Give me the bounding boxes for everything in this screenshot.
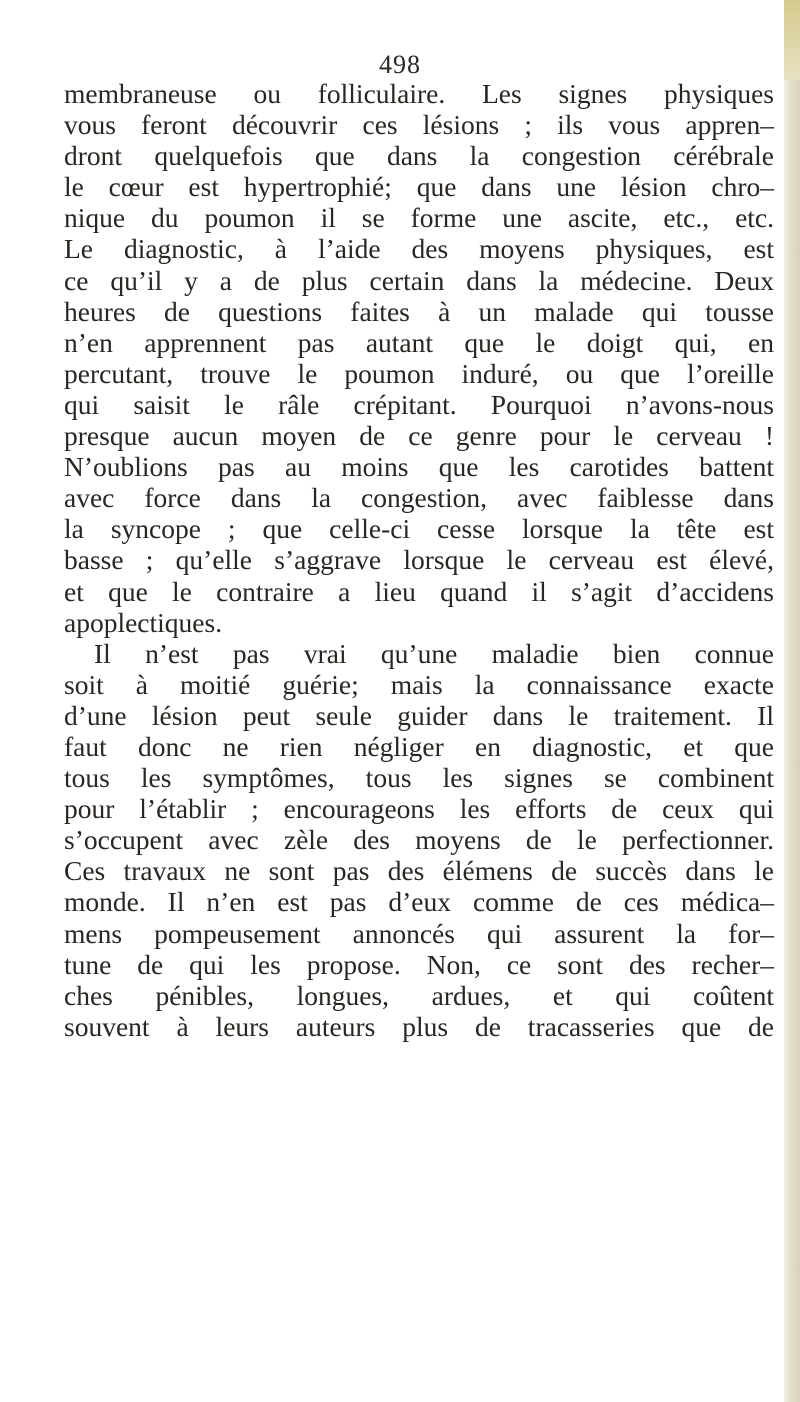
text-line: tous les symptômes, tous les signes se combinent (64, 762, 774, 794)
text-line: d’une lésion peut seule guider dans le traitement. Il (64, 699, 774, 731)
text-line: percutant, trouve le poumon induré, ou que l’oreille (64, 357, 774, 389)
text-line: pour l’établir ; encourageons les efforts de ceux qui (64, 793, 774, 825)
text-line: presque aucun moyen de ce genre pour le cerveau ! (64, 420, 774, 452)
text-line: mens pompeusement annoncés qui assurent la for– (64, 917, 774, 949)
text-line: membraneuse ou folliculaire. Les signes physiques (64, 78, 774, 109)
body-text (64, 78, 774, 1042)
text-line: soit à moitié guérie; mais la connaissance exacte (64, 668, 774, 700)
page-edge-shadow (784, 0, 800, 1402)
text-line: souvent à leurs auteurs plus de tracasseries que de (64, 1010, 774, 1042)
text-line: dront quelquefois que dans la congestion cérébrale (64, 140, 774, 172)
text-line: ches pénibles, longues, ardues, et qui coûtent (64, 979, 774, 1011)
text-line: Le diagnostic, à l’aide des moyens physiques, est (64, 233, 774, 265)
text-line: tune de qui les propose. Non, ce sont des recher– (64, 948, 774, 980)
text-line: heures de questions faites à un malade qui tousse (64, 295, 774, 327)
text-line: monde. Il n’en est pas d’eux comme de ces médica– (64, 886, 774, 918)
text-line: basse ; qu’elle s’aggrave lorsque le cerveau est élevé, (64, 544, 774, 576)
text-line: qui saisit le râle crépitant. Pourquoi n’avons-nous (64, 388, 774, 420)
text-line: et que le contraire a lieu quand il s’agit d’accidens (64, 575, 774, 607)
text-line-paragraph-start: Il n’est pas vrai qu’une maladie bien connue (94, 637, 774, 669)
text-line: apoplectiques. (64, 606, 223, 638)
text-line: nique du poumon il se forme une ascite, etc., etc. (64, 202, 774, 234)
text-line: N’oublions pas au moins que les carotides battent (64, 451, 774, 483)
text-line: ce qu’il y a de plus certain dans la médecine. Deux (64, 264, 774, 296)
text-line: Ces travaux ne sont pas des élémens de succès dans le (64, 855, 774, 887)
text-line: vous feront découvrir ces lésions ; ils vous appren– (64, 109, 774, 141)
text-line: faut donc ne rien négliger en diagnostic, et que (64, 730, 774, 762)
text-line: s’occupent avec zèle des moyens de le perfectionner. (64, 824, 774, 856)
text-line: la syncope ; que celle-ci cesse lorsque la tête est (64, 513, 774, 545)
text-line: avec force dans la congestion, avec faiblesse dans (64, 482, 774, 514)
page-number: 498 (379, 50, 421, 79)
text-line: le cœur est hypertrophié; que dans une lésion chro– (64, 171, 774, 203)
text-line: n’en apprennent pas autant que le doigt qui, en (64, 326, 774, 358)
